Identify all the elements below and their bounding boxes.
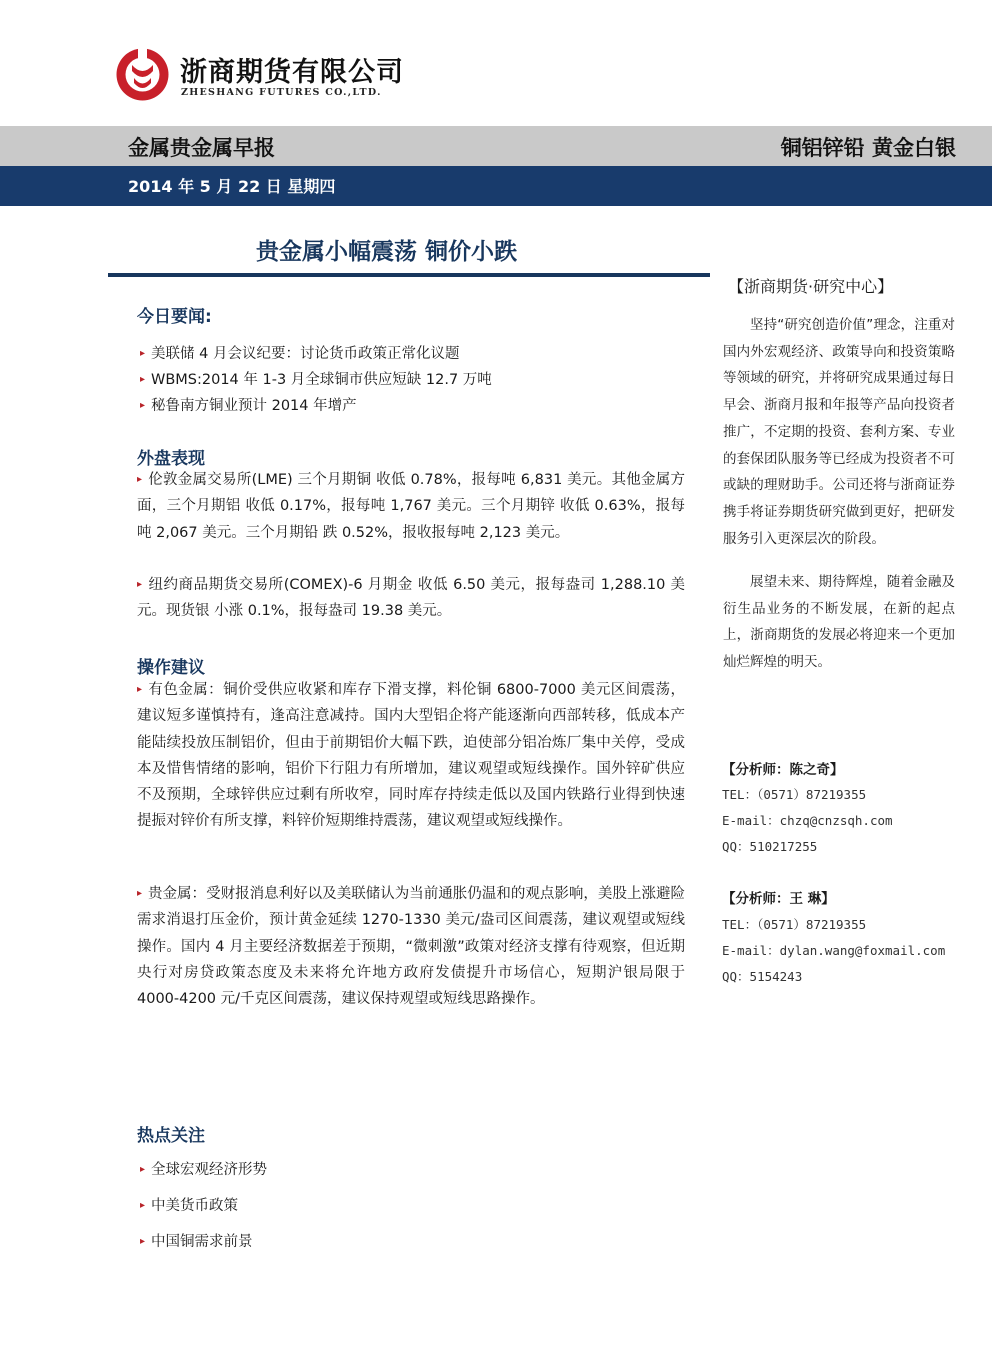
overseas-paragraph: ▸ 纽约商品期货交易所(COMEX)-6 月期金 收低 6.50 美元，报每盎司 1,288.10 美元。现货银 小涨 0.1%，报每盎司 19.38 美元。	[137, 572, 685, 625]
analyst-qq: QQ：5154243	[722, 969, 803, 984]
hotspot-item: ▸ 中美货币政策	[140, 1198, 238, 1214]
company-name-cn: 浙商期货有限公司	[180, 57, 404, 88]
research-center-title: 【浙商期货·研究中心】	[728, 277, 894, 296]
triangle-bullet-icon: ▸	[137, 474, 143, 485]
company-logo-icon	[115, 47, 170, 102]
analyst-email[interactable]: E-mail：dylan.wang@foxmail.com	[722, 943, 946, 958]
triangle-bullet-icon: ▸	[140, 374, 146, 385]
triangle-bullet-icon: ▸	[140, 1164, 146, 1175]
headline: 贵金属小幅震荡 铜价小跌	[256, 239, 518, 265]
hotspot-item: ▸ 全球宏观经济形势	[140, 1162, 267, 1178]
news-item: ▸ 秘鲁南方铜业预计 2014 年增产	[140, 398, 357, 414]
triangle-bullet-icon: ▸	[140, 348, 146, 359]
overseas-paragraph: ▸ 伦敦金属交易所(LME) 三个月期铜 收低 0.78%，报每吨 6,831 美元。其他金属方面，三个月期铝 收低 0.17%，报每吨 1,767 美元。三个月期锌 收低 0.63%，报每吨 2,067 美元。三个月期铅 跌 0.52%，报收报每吨 2,123 美元。	[137, 467, 685, 546]
hotspot-item: ▸ 中国铜需求前景	[140, 1234, 253, 1250]
research-center-outlook: 展望未来、期待辉煌，随着金融及衍生品业务的不断发展，在新的起点上，浙商期货的发展必将迎来一个更加灿烂辉煌的明天。	[723, 574, 955, 671]
hotspots-title: 热点关注	[137, 1126, 205, 1146]
news-item: ▸ WBMS:2014 年 1-3 月全球铜市供应短缺 12.7 万吨	[140, 372, 492, 388]
report-date: 2014 年 5 月 22 日 星期四	[128, 177, 336, 196]
triangle-bullet-icon: ▸	[140, 1236, 146, 1247]
advice-title: 操作建议	[137, 658, 205, 678]
news-item: ▸ 美联储 4 月会议纪要：讨论货币政策正常化议题	[140, 346, 460, 362]
triangle-bullet-icon: ▸	[140, 1200, 146, 1211]
analyst-heading: 【分析师：王 琳】	[722, 891, 835, 907]
news-title: 今日要闻:	[137, 307, 212, 327]
analyst-email[interactable]: E-mail：chzq@cnzsqh.com	[722, 813, 893, 828]
triangle-bullet-icon: ▸	[137, 684, 143, 695]
analyst-qq: QQ：510217255	[722, 839, 818, 854]
triangle-bullet-icon: ▸	[137, 888, 143, 899]
overseas-title: 外盘表现	[137, 449, 205, 469]
company-name-en: ZHESHANG FUTURES CO.,LTD.	[181, 87, 382, 98]
advice-paragraph: ▸ 贵金属：受财报消息利好以及美联储认为当前通胀仍温和的观点影响，美股上涨避险需求消退打压金价，预计黄金延续 1270-1330 美元/盎司区间震荡，建议观望或短线操作。国内 4 月主要经济数据差于预期，“微刺激”政策对经济支撑有待观察，但近期央行对房贷政策态度及未来将允许地方政府发债提升市场信心，短期沪银局限于 4000-4200 元/千克区间震荡，建议保持观望或短线思路操作。	[137, 881, 685, 1012]
analyst-tel: TEL：（0571）87219355	[722, 787, 867, 802]
triangle-bullet-icon: ▸	[137, 579, 143, 590]
research-center-intro: 坚持“研究创造价值”理念，注重对国内外宏观经济、政策导向和投资策略等领域的研究，并将研究成果通过每日早会、浙商月报和年报等产品向投资者推广，不定期的投资、套利方案、专业的套保团队服务等已经成为投资者不可或缺的理财助手。公司还将与浙商证券携手将证券期货研究做到更好，把研发服务引入更深层次的阶段。	[723, 317, 955, 547]
report-type: 金属贵金属早报	[128, 136, 275, 160]
analyst-heading: 【分析师：陈之奇】	[722, 762, 844, 778]
report-categories: 铜铝锌铅 黄金白银	[780, 136, 956, 160]
triangle-bullet-icon: ▸	[140, 400, 146, 411]
advice-paragraph: ▸ 有色金属：铜价受供应收紧和库存下滑支撑，料伦铜 6800-7000 美元区间震荡，建议短多谨慎持有，逢高注意减持。国内大型铝企将产能逐渐向西部转移，低成本产能陆续投放压制铝价，但由于前期铝价大幅下跌，迫使部分铝冶炼厂集中关停，受成本及惜售情绪的影响，铝价下行阻力有所增加，建议观望或短线操作。国外锌矿供应不及预期，全球锌供应过剩有所收窄，同时库存持续走低以及国内铁路行业得到快速提振对锌价有所支撑，料锌价短期维持震荡，建议观望或短线操作。	[137, 677, 685, 835]
analyst-tel: TEL：（0571）87219355	[722, 917, 867, 932]
headline-divider	[108, 273, 710, 277]
